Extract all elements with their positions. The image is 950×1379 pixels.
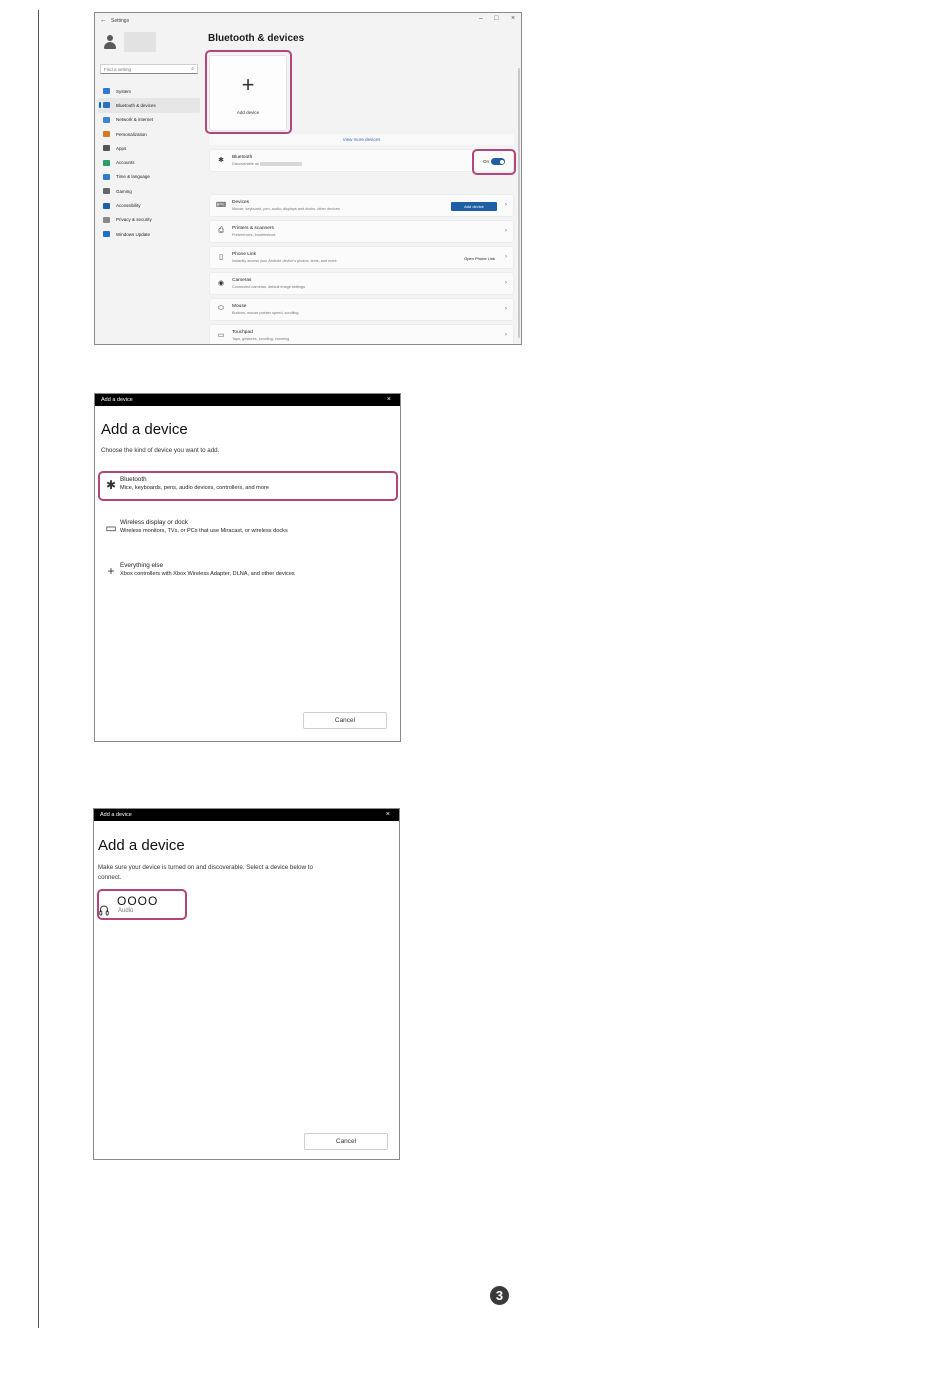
devices-icon: ⌨ [216, 202, 227, 209]
cancel-button[interactable]: Cancel [304, 1133, 388, 1150]
bluetooth-row[interactable] [209, 149, 514, 172]
settings-row-devices[interactable] [209, 194, 514, 217]
user-avatar-icon [103, 35, 117, 49]
search-input[interactable] [100, 64, 198, 74]
view-more-devices-link[interactable]: View more devices [209, 134, 514, 145]
dialog-title-bar [95, 394, 400, 406]
highlight-bluetooth-toggle [472, 149, 516, 175]
gamepad-icon [103, 188, 110, 194]
bluetooth-icon: ✱ [105, 478, 117, 492]
add-device-card-label: Add device [236, 110, 260, 115]
sidebar-item-network-internet[interactable] [98, 113, 200, 127]
chevron-right-icon: › [505, 280, 507, 286]
option-title: Everything else [120, 562, 164, 569]
row-subtitle: Mouse, keyboard, pen, audio, displays and docks, other devices [232, 207, 340, 211]
sidebar-item-accessibility[interactable] [98, 198, 200, 212]
user-name-redacted [124, 32, 156, 52]
row-subtitle: Instantly access your Android device's photos, texts, and more [232, 259, 337, 263]
sidebar-item-label: Apps [116, 145, 127, 151]
plus-icon: + [107, 564, 115, 578]
sidebar-item-personalization[interactable] [98, 127, 200, 141]
row-subtitle: Taps, gestures, scrolling, zooming [232, 337, 290, 341]
chevron-right-icon: › [505, 202, 507, 208]
scrollbar[interactable] [518, 68, 520, 338]
touchpad-icon: ▭ [217, 332, 225, 339]
sidebar-item-time-language[interactable] [98, 170, 200, 184]
plus-icon: + [241, 72, 255, 97]
accounts-icon [103, 160, 110, 166]
accessibility-icon [103, 203, 110, 209]
row-title: Devices [232, 200, 250, 205]
dialog-instruction: Choose the kind of device you want to add. [101, 447, 220, 454]
camera-icon: ◉ [217, 280, 225, 287]
chevron-right-icon: › [505, 306, 507, 312]
settings-window [94, 12, 522, 345]
settings-row-cameras[interactable] [209, 272, 514, 295]
option-subtitle: Wireless monitors, TVs, or PCs that use Miracast, or wireless docks [120, 528, 288, 534]
globe-icon [103, 174, 110, 180]
shield-icon [103, 217, 110, 223]
dialog-heading: Add a device [101, 421, 188, 438]
chevron-right-icon: › [505, 228, 507, 234]
printer-icon: ⎙ [218, 227, 224, 234]
sidebar-item-bluetooth-devices[interactable] [98, 98, 200, 112]
dialog-heading: Add a device [98, 837, 185, 854]
option-subtitle: Mice, keyboards, pens, audio devices, controllers, and more [120, 485, 269, 491]
add-device-dialog-type [94, 393, 401, 742]
option-subtitle: Xbox controllers with Xbox Wireless Adapter, DLNA, and other devices [120, 571, 295, 577]
close-icon[interactable]: × [386, 396, 391, 403]
row-subtitle: Connected cameras, default image settings [232, 285, 306, 289]
option-everything-else[interactable] [100, 558, 390, 588]
cancel-button[interactable]: Cancel [303, 712, 387, 729]
row-subtitle: Preferences, troubleshoot [232, 233, 276, 237]
page-title: Bluetooth & devices [208, 33, 305, 44]
sidebar-item-accounts[interactable] [98, 155, 200, 169]
app-title: Settings [111, 18, 130, 24]
page-margin-rule [38, 10, 39, 1328]
option-title: Bluetooth [120, 476, 147, 483]
step-number-badge: 3 [490, 1286, 509, 1305]
device-name: OOOO [117, 894, 159, 908]
chevron-right-icon: › [505, 254, 507, 260]
row-title: Touchpad [232, 330, 253, 335]
sidebar-item-label: Network & internet [116, 117, 154, 123]
option-title: Wireless display or dock [120, 519, 188, 526]
settings-row-touchpad[interactable] [209, 324, 514, 345]
settings-row-printers-scanners[interactable] [209, 220, 514, 243]
highlight-bluetooth-option [98, 471, 398, 501]
update-icon [103, 231, 110, 237]
title-bar [95, 13, 521, 29]
sidebar-item-gaming[interactable] [98, 184, 200, 198]
dialog-title: Add a device [100, 812, 132, 818]
apps-icon [103, 145, 110, 151]
sidebar-item-privacy-security[interactable] [98, 213, 200, 227]
monitor-icon [103, 88, 110, 94]
bluetooth-subtitle: Discoverable as [232, 162, 302, 166]
add-device-dialog-select [93, 808, 400, 1160]
dialog-title-bar [94, 809, 399, 821]
row-title: Mouse [232, 304, 247, 309]
row-title: Printers & scanners [232, 226, 274, 231]
open-phone-link-button[interactable]: Open Phone Link [464, 256, 495, 261]
option-wireless-display[interactable] [100, 515, 390, 545]
sidebar-item-apps[interactable] [98, 141, 200, 155]
sidebar-item-label: Privacy & security [116, 217, 152, 223]
sidebar-item-label: Windows Update [116, 231, 151, 237]
maximize-button[interactable]: □ [494, 15, 499, 22]
minimize-button[interactable]: – [479, 15, 483, 22]
chevron-right-icon: › [505, 332, 507, 338]
highlight-add-device [205, 50, 292, 134]
settings-row-phone-link[interactable] [209, 246, 514, 269]
sidebar-item-windows-update[interactable] [98, 227, 200, 241]
phone-icon: ▯ [219, 254, 223, 261]
bluetooth-devices-icon [103, 102, 110, 108]
bluetooth-state: On [482, 159, 489, 164]
sidebar-item-label: Time & language [116, 174, 150, 180]
dialog-title: Add a device [101, 397, 133, 403]
bluetooth-title: Bluetooth [232, 155, 253, 160]
monitor-icon: ▭ [105, 521, 117, 535]
row-title: Phone Link [232, 252, 257, 257]
mouse-icon: ⬭ [218, 305, 224, 312]
sidebar-item-label: Personalization [116, 131, 147, 137]
dialog-instruction-line-2: connect. [98, 874, 122, 881]
network-icon [103, 117, 110, 123]
dialog-instruction-line-1: Make sure your device is turned on and discoverable. Select a device below to [98, 864, 313, 871]
row-subtitle: Buttons, mouse pointer speed, scrolling [232, 311, 299, 315]
brush-icon [103, 131, 110, 137]
sidebar-item-system[interactable] [98, 84, 200, 98]
device-type: Audio [118, 908, 134, 914]
close-button[interactable]: × [511, 15, 516, 22]
add-device-button[interactable]: Add device [451, 202, 497, 211]
sidebar-item-label: Gaming [116, 188, 132, 194]
bluetooth-icon: ✱ [218, 157, 224, 164]
close-icon[interactable]: × [385, 811, 390, 818]
sidebar-item-label: System [116, 88, 132, 94]
sidebar-item-label: Bluetooth & devices [116, 102, 156, 108]
settings-row-mouse[interactable] [209, 298, 514, 321]
row-title: Cameras [232, 278, 252, 283]
search-icon: ⌕ [191, 66, 194, 72]
back-arrow-icon[interactable]: ← [100, 17, 107, 24]
sidebar-item-label: Accessibility [116, 203, 141, 209]
sidebar-nav [98, 84, 200, 241]
search-placeholder: Find a setting [104, 67, 132, 72]
highlight-device [97, 889, 187, 920]
sidebar-item-label: Accounts [116, 160, 135, 166]
